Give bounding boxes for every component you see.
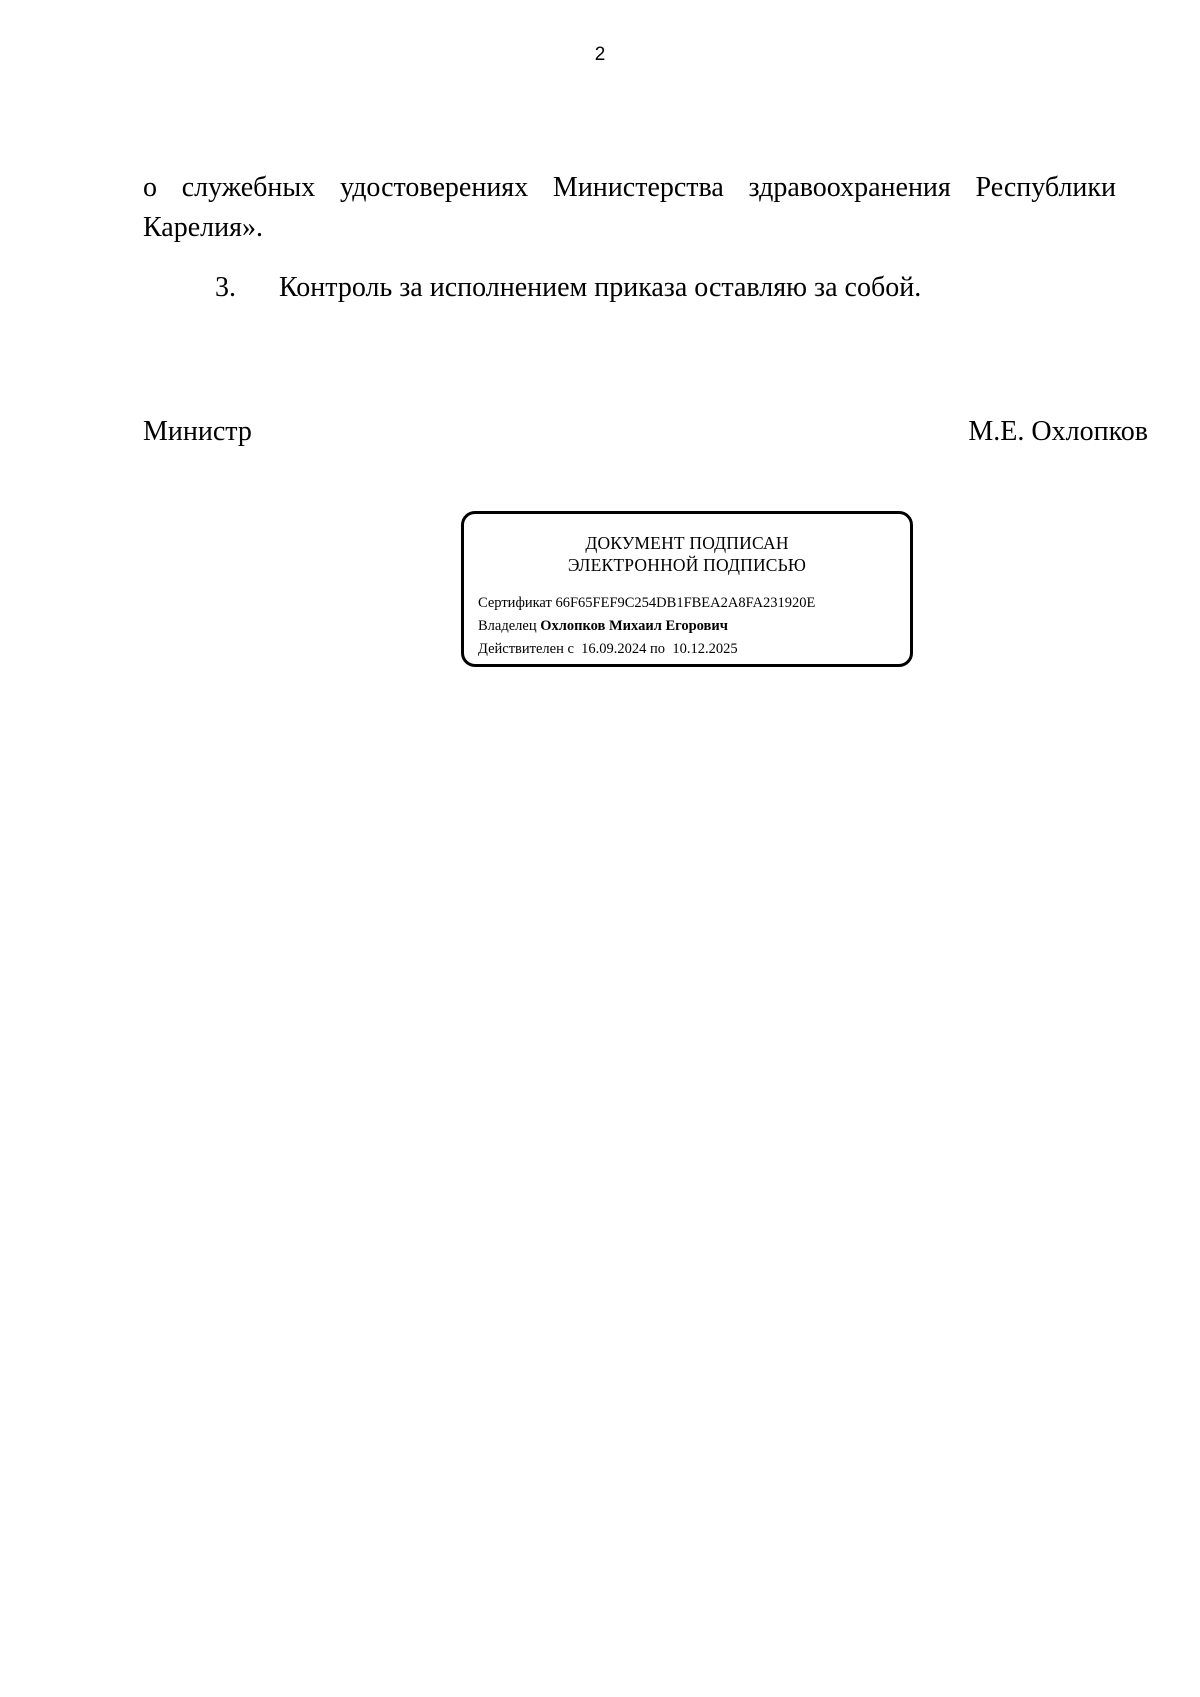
valid-from-label: Действителен с bbox=[478, 641, 574, 657]
owner-value: Охлопков Михаил Егорович bbox=[540, 618, 728, 634]
item-number: 3. bbox=[215, 272, 236, 303]
certificate-label: Сертификат bbox=[478, 595, 552, 611]
signer-position: Министр bbox=[143, 416, 252, 447]
validity-row bbox=[478, 638, 815, 661]
paragraph-line: о служебных удостоверениях Министерства здравоохранения Республики bbox=[143, 172, 1116, 203]
paragraph-continued bbox=[143, 168, 1116, 248]
signer-name: М.Е. Охлопков bbox=[968, 416, 1148, 447]
valid-to-date: 10.12.2025 bbox=[672, 641, 738, 657]
valid-to-label: по bbox=[650, 641, 666, 657]
electronic-signature-stamp bbox=[461, 511, 913, 667]
valid-from-date: 16.09.2024 bbox=[581, 641, 647, 657]
item-text: Контроль за исполнением приказа оставляю за собой. bbox=[279, 272, 922, 303]
stamp-title-line: ЭЛЕКТРОННОЙ ПОДПИСЬЮ bbox=[567, 555, 807, 575]
owner-label: Владелец bbox=[478, 618, 537, 634]
stamp-title-line: ДОКУМЕНТ ПОДПИСАН bbox=[585, 533, 789, 553]
paragraph-line: Карелия». bbox=[143, 212, 263, 243]
certificate-value: 66F65FEF9C254DB1FBEA2A8FA231920E bbox=[555, 595, 816, 611]
paragraph-item-3 bbox=[143, 268, 1116, 308]
page-number: 2 bbox=[594, 44, 606, 65]
stamp-title bbox=[464, 532, 910, 576]
stamp-details bbox=[478, 592, 815, 661]
owner-row bbox=[478, 615, 815, 638]
certificate-row bbox=[478, 592, 815, 615]
